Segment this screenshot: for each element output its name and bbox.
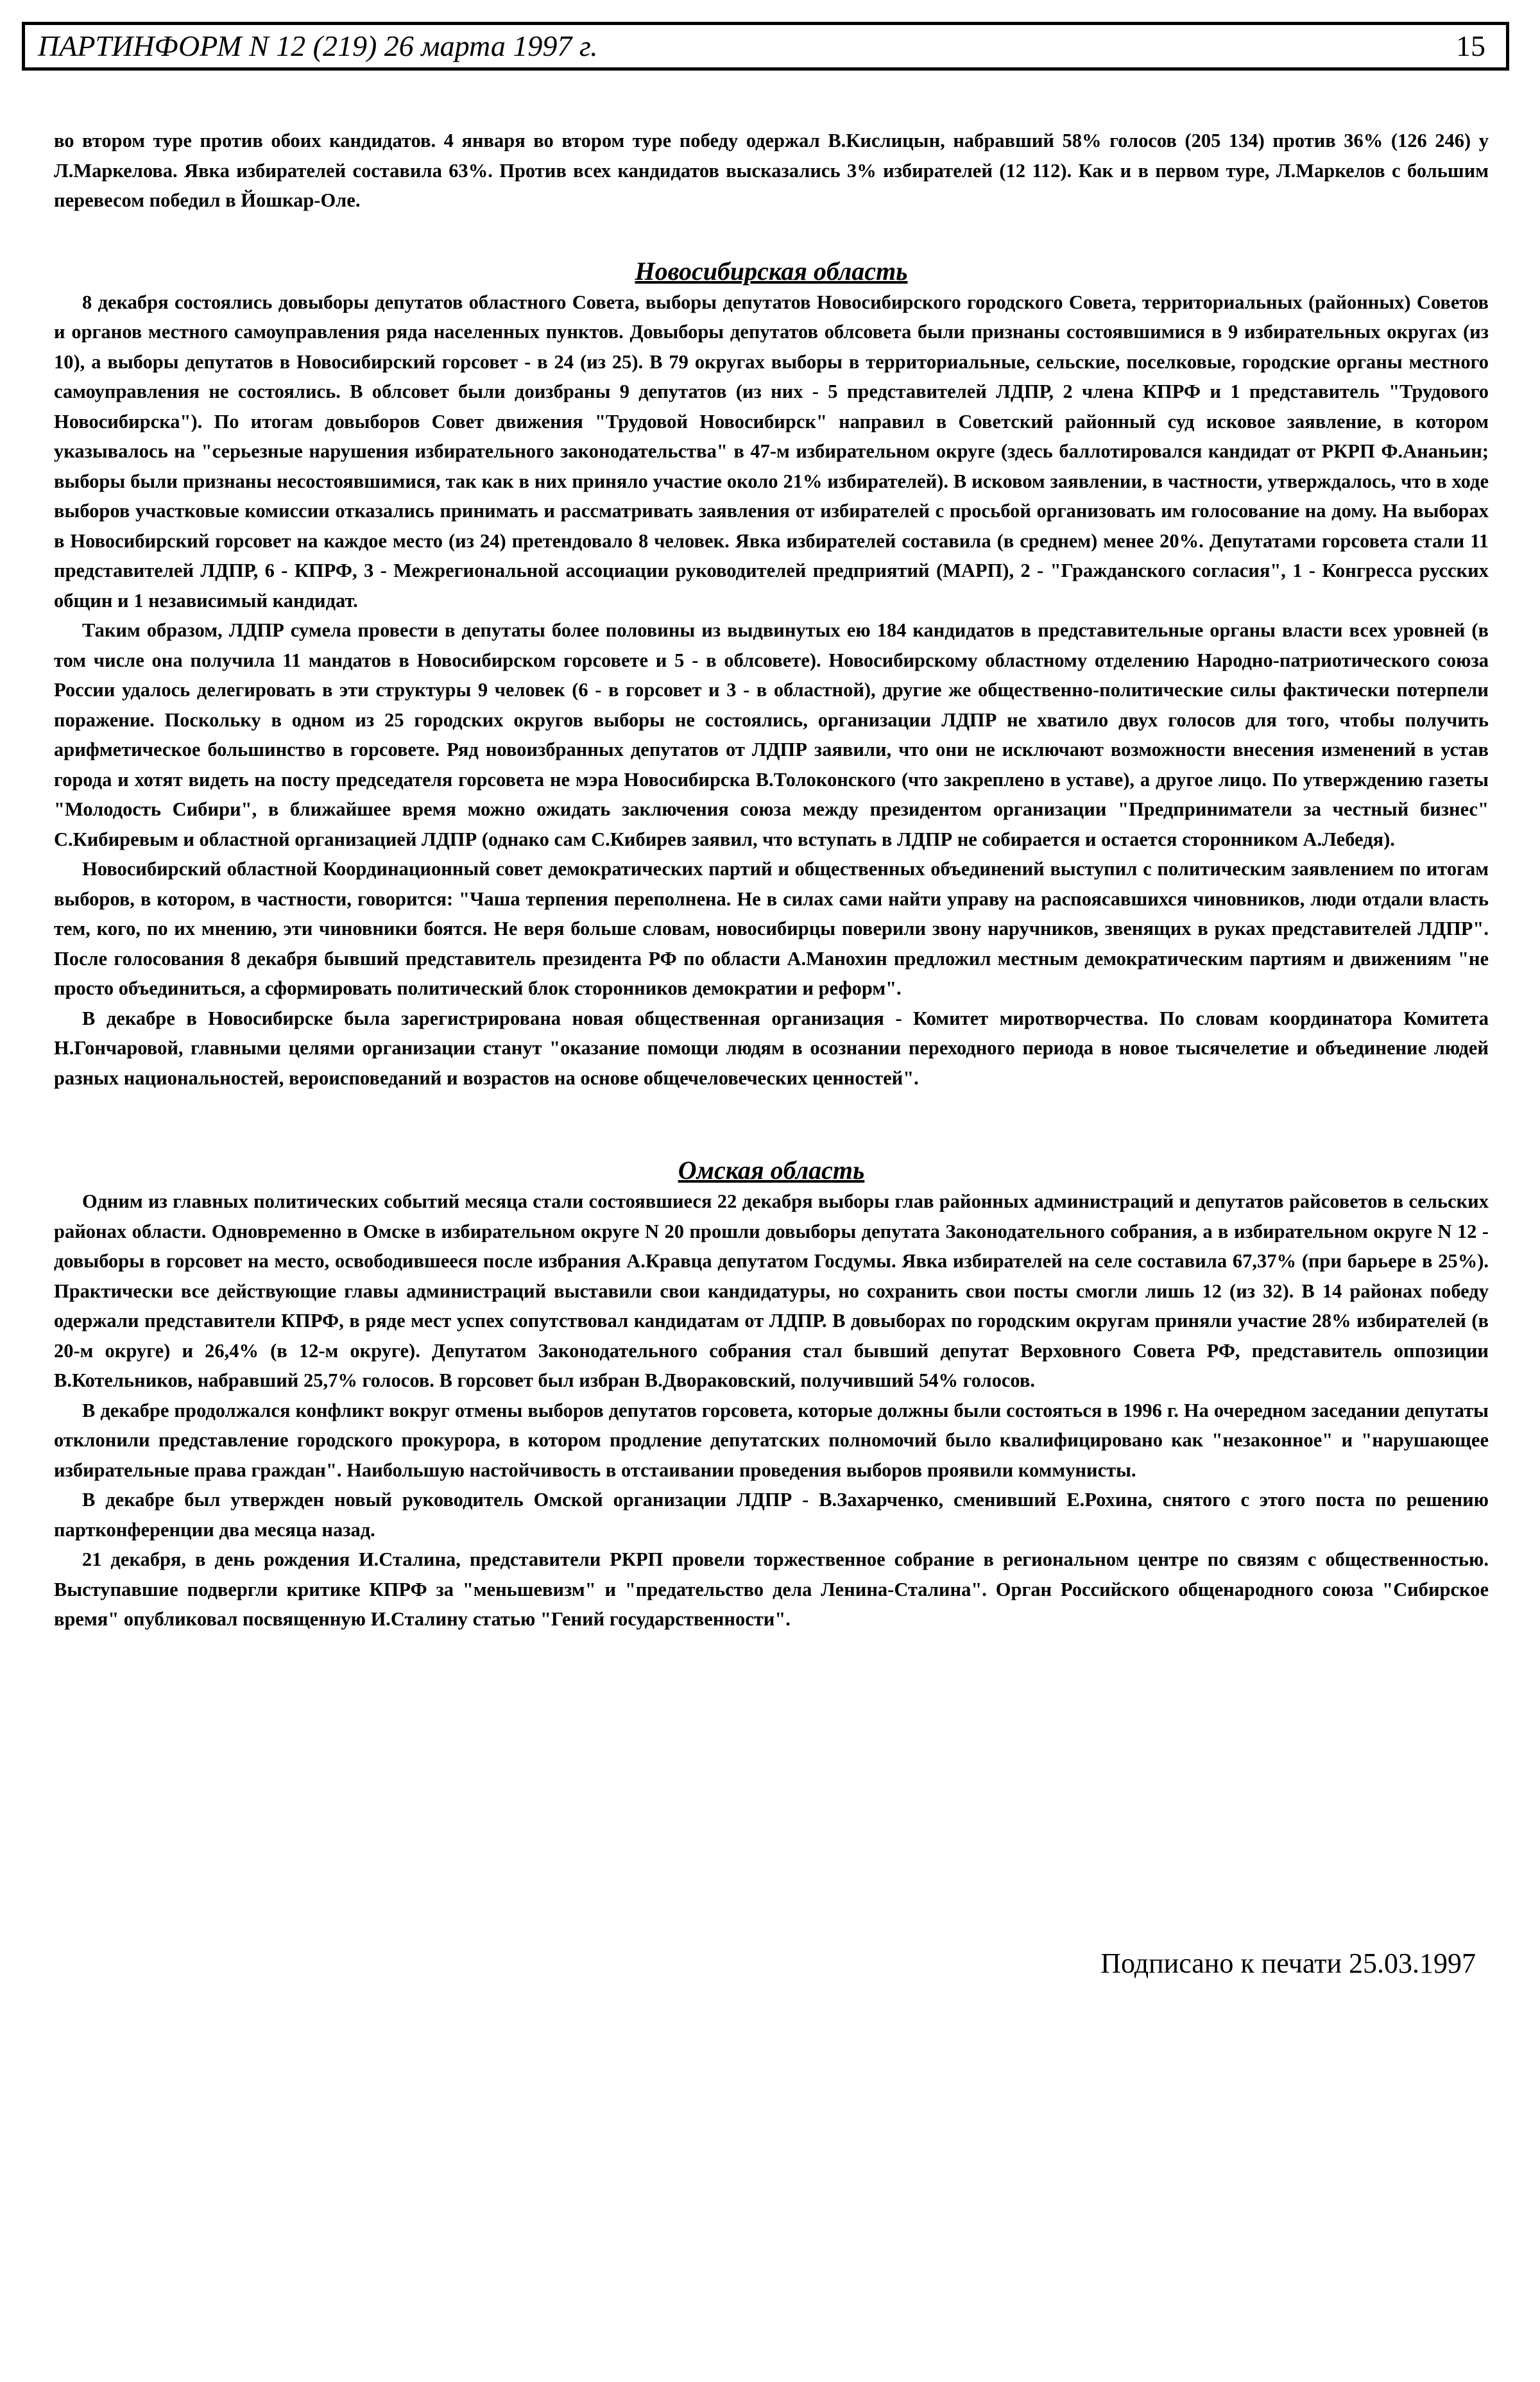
paragraph: 8 декабря состоялись довыборы депутатов областного Совета, выборы депутатов Новосибирского городского Совета, территориальных (районных) Советов и органов местного самоуправления ряда населенных пунктов. Довыборы депутатов облсовета были признаны состоявшимися в 9 избирательных округах (из 10), а выборы депутатов в Новосибирский горсовет - в 24 (из 25). В 79 округах выборы в территориальные, сельские, поселковые, городские органы местного самоуправления не состоялись. В облсовет были доизбраны 9 депутатов (из них - 5 представителей ЛДПР, 2 члена КПРФ и 1 представитель "Трудового Новосибирска"). По итогам довыборов Совет движения "Трудовой Новосибирск" направил в Советский районный суд исковое заявление, в котором указывалось на "серьезные нарушения избирательного законодательства" в 47-м избирательном округе (здесь баллотировался кандидат от РКРП Ф.Ананьин; выборы были признаны несостоявшимися, так как в них приняло участие около 21% избирателей). В исковом заявлении, в частности, утверждалось, что в ходе выборов участковые комиссии отказались принимать и рассматривать заявления от избирателей с просьбой организовать им голосование на дому. На выборах в Новосибирский горсовет на каждое место (из 24) претендовало 8 человек. Явка избирателей составила (в среднем) менее 20%. Депутатами горсовета стали 11 представителей ЛДПР, 6 - КПРФ, 3 - Межрегиональной ассоциации руководителей предприятий (МАРП), 2 - "Гражданского согласия", 1 - Конгресса русских общин и 1 независимый кандидат.	[54, 291, 1489, 612]
paragraph: В декабре продолжался конфликт вокруг отмены выборов депутатов горсовета, которые должны были состояться в 1996 г. На очередном заседании депутаты отклонили представление городского прокурора, в котором продление депутатских полномочий было квалифицировано как "незаконное" и "нарушающее избирательные права граждан". Наибольшую настойчивость в отстаивании проведения выборов проявили коммунисты.	[54, 1399, 1489, 1481]
paragraph: Таким образом, ЛДПР сумела провести в депутаты более половины из выдвинутых ею 184 кандидатов в представительные органы власти всех уровней (в том числе она получила 11 мандатов в Новосибирском горсовете и 5 - в облсовете). Новосибирскому областному отделению Народно-патриотического союза России удалось делегировать в эти структуры 9 человек (6 - в горсовет и 3 - в областной), другие же общественно-политические силы фактически потерпели поражение. Поскольку в одном из 25 городских округов выборы не состоялись, организации ЛДПР не хватило двух голосов для того, чтобы получить арифметическое большинство в горсовете. Ряд новоизбранных депутатов от ЛДПР заявили, что они не исключают возможности внесения изменений в устав города и хотят видеть на посту председателя горсовета не мэра Новосибирска В.Толоконского (что закреплено в уставе), а другое лицо. По утверждению газеты "Молодость Сибири", в ближайшее время можно ожидать заключения союза между президентом организации "Предприниматели за честный бизнес" С.Кибиревым и областной организацией ЛДПР (однако сам С.Кибирев заявил, что вступать в ЛДПР не собирается и остается сторонником А.Лебедя).	[54, 619, 1489, 850]
article-body	[54, 126, 1489, 1634]
section-gap	[54, 1093, 1489, 1154]
paragraph: В декабре в Новосибирске была зарегистрирована новая общественная организация - Комитет миротворчества. По словам координатора Комитета Н.Гончаровой, главными целями организации станут "оказание помощи людям в осознании переходного периода в новое тысячелетие и объединение людей разных национальностей, вероисповеданий и возрастов на основе общечеловеческих ценностей".	[54, 1007, 1489, 1089]
signed-for-print: Подписано к печати 25.03.1997	[1100, 1948, 1476, 1979]
running-header	[22, 22, 1509, 71]
page-number: 15	[1456, 30, 1485, 62]
section-title-novosibirsk: Новосибирская область	[635, 256, 908, 286]
paragraph: В декабре был утвержден новый руководитель Омской организации ЛДПР - В.Захарченко, сменивший Е.Рохина, снятого с этого поста по решению партконференции два месяца назад.	[54, 1489, 1489, 1541]
section-title-omsk: Омская область	[678, 1156, 865, 1185]
section-gap	[54, 216, 1489, 255]
intro-paragraph: во втором туре против обоих кандидатов. 4 января во втором туре победу одержал В.Кислицын, набравший 58% голосов (205 134) против 36% (126 246) у Л.Маркелова. Явка избирателей составила 63%. Против всех кандидатов высказались 3% избирателей (12 112). Как и в первом туре, Л.Маркелов с большим перевесом победил в Йошкар-Оле.	[54, 130, 1489, 211]
paragraph: Одним из главных политических событий месяца стали состоявшиеся 22 декабря выборы глав районных администраций и депутатов райсоветов в сельских районах области. Одновременно в Омске в избирательном округе N 20 прошли довыборы депутата Законодательного собрания, а в избирательном округе N 12 - довыборы в горсовет на место, освободившееся после избрания А.Кравца депутатом Госдумы. Явка избирателей на селе составила 67,37% (при барьере в 25%). Практически все действующие главы администраций выставили свои кандидатуры, но сохранить свои посты смогли лишь 12 (из 32). В 14 районах победу одержали представители КПРФ, в ряде мест успех сопутствовал кандидатам от ЛДПР. В довыборах по городским округам приняли участие 28% избирателей (в 20-м округе) и 26,4% (в 12-м округе). Депутатом Законодательного собрания стал бывший депутат Верховного Совета РФ, представитель оппозиции В.Котельников, набравший 25,7% голосов. В горсовет был избран В.Двораковский, получивший 54% голосов.	[54, 1190, 1489, 1391]
paragraph: Новосибирский областной Координационный совет демократических партий и общественных объединений выступил с политическим заявлением по итогам выборов, в котором, в частности, говорится: "Чаша терпения переполнена. Не в силах сами найти управу на распоясавшихся чиновников, люди отдали власть тем, кого, по их мнению, эти чиновники боятся. Не веря больше словам, новосибирцы поверили звону наручников, звенящих в руках представителей ЛДПР". После голосования 8 декабря бывший представитель президента РФ по области А.Манохин предложил местным демократическим партиям и движениям "не просто объединиться, а сформировать политический блок сторонников демократии и реформ".	[54, 858, 1489, 999]
header-title: ПАРТИНФОРМ N 12 (219) 26 марта 1997 г.	[38, 30, 598, 62]
paragraph: 21 декабря, в день рождения И.Сталина, представители РКРП провели торжественное собрание в региональном центре по связям с общественностью. Выступавшие подвергли критике КПРФ за "меньшевизм" и "предательство дела Ленина-Сталина". Орган Российского общенародного союза "Сибирское время" опубликовал посвященную И.Сталину статью "Гений государственности".	[54, 1548, 1489, 1630]
